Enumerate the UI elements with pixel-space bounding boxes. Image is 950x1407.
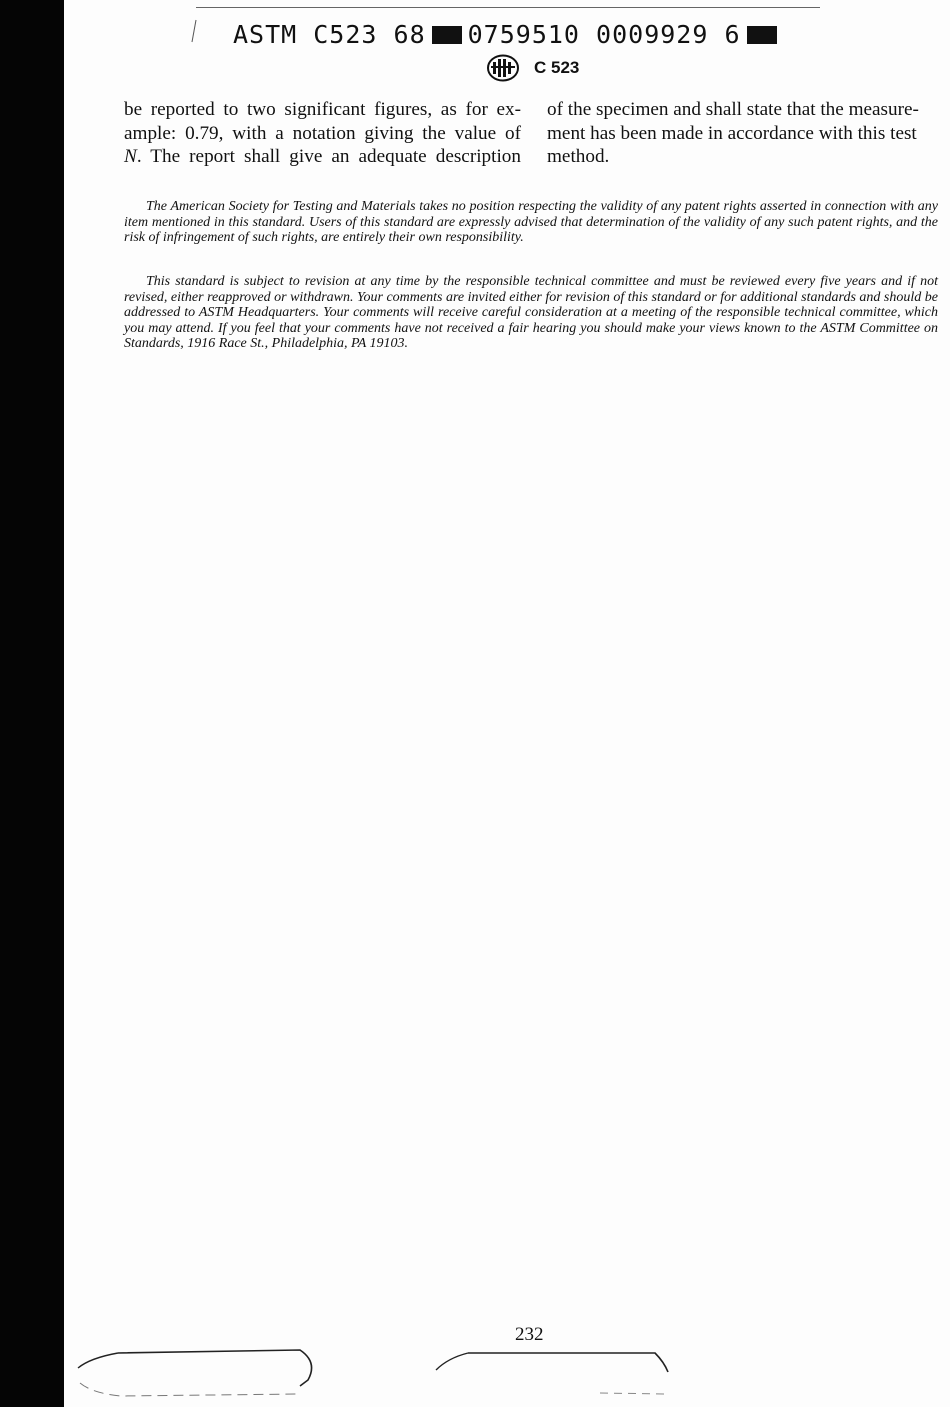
body-line: be reported to two significant figures, as for ex-: [124, 99, 521, 120]
header-code-part2: 0759510 0009929 6: [467, 20, 741, 49]
revision-notice: This standard is subject to revision at any time by the responsible technical committee and must be reviewed every five years and if not revised, either reapproved or withdrawn. Your comments are invited either for revision of this standard or for additional standards and should be addressed to ASTM Headquarters. Your comments will receive careful consideration at a meeting of the responsible technical committee, which you may attend. If you feel that your comments have not received a fair hearing you should make your views known to the ASTM Committee on Standards, 1916 Race St., Philadelphia, PA 19103.: [124, 274, 938, 351]
body-line: of the specimen and shall state that the measure-: [547, 99, 919, 120]
body-line-rest: . The report shall give an adequate description: [136, 146, 521, 167]
body-line: method.: [547, 146, 610, 167]
patent-notice: The American Society for Testing and Materials takes no position respecting the validity of any patent rights asserted in connection with any item mentioned in this standard. Users of this standard are expressly advised that determination of the validity of any such patent rights, and the risk of infringement of such rights, are entirely their own responsibility.: [124, 199, 938, 245]
body-line: ment has been made in accordance with this test: [547, 122, 917, 144]
page-number: 232: [515, 1324, 544, 1345]
body-line: ample: 0.79, with a notation giving the value of: [124, 122, 521, 144]
header-code-part1: ASTM C523 68: [233, 20, 426, 49]
standard-designation: C 523: [534, 58, 580, 77]
variable-n: N: [124, 146, 137, 167]
